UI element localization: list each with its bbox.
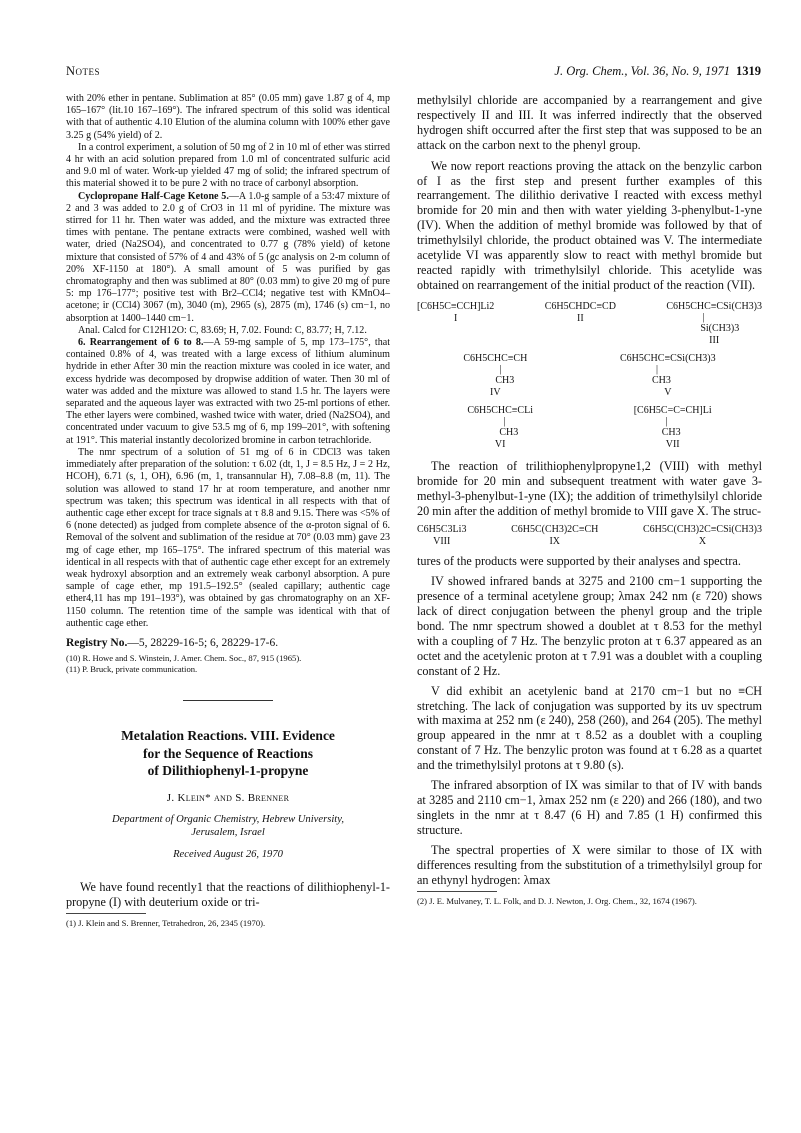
paragraph-body: —A 59-mg sample of 5, mp 173–175°, that contained 0.8% of 4, was treated with a large excess of lithium aluminum hydride in ether After 30 min the reaction mixture was cooled in ice water, and excess hydride was decomposed by dropwise addition of water. Then 30 ml of water was added and the mixture was allowed to stand 1.5 hr. The layers were separated and the aqueous layer was extracted with two 25-ml portions of ether. The ether layers were combined, washed twice with water, dried (Na2SO4), and concentrated under vacuum to give 53.5 mg of 6, mp 199–201°, with softening at 191°. This material instantly decolorized bromine in carbon tetrachloride. xyxy=(66,337,390,446)
paragraph: The reaction of trilithiophenylpropyne1,2 (VIII) with methyl bromide for 20 min and subsequent treatment with water gave 3-methyl-3-phenylbut-1-yne (IX); the addition of trimethylsilyl chloride 20 min after the addition of methyl bromide to VIII gave X. The struc- xyxy=(417,458,762,518)
compound-label: IX xyxy=(549,536,560,548)
article-title xyxy=(66,727,390,780)
registry-label: Registry No. xyxy=(66,636,128,649)
authors: J. Klein* and S. Brenner xyxy=(166,791,290,804)
paragraph: We have found recently1 that the reactions of dilithiophenyl-1-propyne (I) with deuterium oxide or tri- xyxy=(66,879,390,909)
structure-III: C6H5CHC≡CSi(CH3)3 | Si(CH3)3 III xyxy=(666,300,762,346)
left-column xyxy=(66,93,390,929)
substituent: Si(CH3)3 xyxy=(700,322,740,334)
footnote-divider xyxy=(417,891,497,892)
compound-label: VI xyxy=(494,438,506,450)
structure-block-1 xyxy=(417,301,762,451)
paragraph-heading: Cyclopropane Half-Cage Ketone 5. xyxy=(78,190,229,202)
experimental-text xyxy=(66,93,390,630)
compound-label: V xyxy=(664,386,672,398)
structure-VI: C6H5CHC≡CLi | CH3 VI xyxy=(467,404,533,450)
footnote: (2) J. E. Mulvaney, T. L. Folk, and D. J. Newton, J. Org. Chem., 32, 1674 (1967). xyxy=(417,896,697,907)
structure-I xyxy=(417,301,494,347)
footnote-divider xyxy=(66,913,146,914)
formula: C6H5CHC≡CLi xyxy=(467,404,533,416)
affiliation xyxy=(66,813,390,839)
compound-label: IV xyxy=(490,386,501,398)
paragraph: The spectral properties of X were similar to those of IX with differences resulting from the substitution of a trimethylsilyl group for an ethynyl hydrogen: λmax xyxy=(417,842,762,887)
section-divider xyxy=(183,700,273,701)
journal-citation xyxy=(554,64,761,79)
affiliation-line: Jerusalem, Israel xyxy=(191,826,265,838)
paragraph: with 20% ether in pentane. Sublimation at 85° (0.05 mm) gave 1.87 g of 4, mp 165–167° (lit.10 167–169°). The infrared spectrum of this solid was identical with that of authentic 4.10 Elution of the alumina column with 100% ether gave 3.25 g (54% yield) of 2. xyxy=(66,93,390,141)
body-text xyxy=(417,554,762,887)
structure-row xyxy=(417,405,762,451)
formula: C6H5CHDC≡CD xyxy=(544,300,616,312)
structure-VII: [C6H5C=C=CH]Li | CH3 VII xyxy=(633,404,712,450)
formula: [C6H5C=C=CH]Li xyxy=(633,404,712,416)
paragraph-body: —A 1.0-g sample of a 53:47 mixture of 2 and 3 was added to 2.0 g of CrO3 in 11 ml of pyridine. The mixture was stirred for 11 hr. Then water was added, and the mixture was extracted three times with pentane. The pentane extracts were combined, washed well with water, dried (Na2SO4), and concentrated to 0.77 g (78% yield) of ketone mixture that consisted of 57% of 4 and 43% of 5 (gc analysis on 2-m column of 20% XF-1150 at 180°). A small amount of 5 was purified by gas chromatography and then was sublimed at 80° (0.03 mm) to give 20 mg of pure 5: mp 176–177°; positive test with Br2–CCl4; negative test with KMnO4–acetone; ir (CCl4) 3067 (m), 3040 (m), 2965 (s), 2875 (m), 1746 (s) cm−1, no absorption at 1400–1440 cm−1. xyxy=(66,190,390,324)
compound-label: II xyxy=(576,312,584,324)
paragraph: Anal. Calcd for C12H12O: C, 83.69; H, 7.02. Found: C, 83.77; H, 7.12. xyxy=(78,324,367,336)
paragraph-heading: 6. Rearrangement of 6 to 8. xyxy=(78,337,204,349)
structure-VIII xyxy=(417,524,466,548)
registry-numbers xyxy=(66,637,390,649)
paragraph: IV showed infrared bands at 3275 and 2100 cm−1 supporting the presence of a terminal acetylene group; λmax 242 nm (ε 720) shows lack of direct conjugation between the phenyl group and the triple bond. The nmr spectrum showed a doublet at τ 8.53 for the methyl with a coupling of 7 Hz. The benzylic proton at τ 6.37 appeared as an octet and the acetylenic proton at τ 7.91 was a doublet with a coupling constant of 2 Hz. xyxy=(417,574,762,678)
paragraph: methylsilyl chloride are accompanied by a rearrangement and give respectively II and III. It was inferred indirectly that the observed hydrogen shift occurred after the first step that was supposed to be an attack on the carbon next to the phenyl group. xyxy=(417,93,762,152)
page-header xyxy=(66,64,761,82)
formula: [C6H5C≡CCH]Li2 xyxy=(417,300,495,312)
substituent: CH3 xyxy=(495,374,515,386)
journal-name: J. Org. Chem., Vol. 36, No. 9, 1971 xyxy=(554,64,730,78)
title-line: Metalation Reactions. VIII. Evidence xyxy=(121,728,335,744)
paragraph: V did exhibit an acetylenic band at 2170 cm−1 but no ≡CH stretching. The lack of conjugation was supported by its uv spectrum with maxima at 252 nm (ε 240), 258 (260), and 264 (205). The methyl group appeared in the nmr at τ 8.52 as a doublet with a coupling constant of 7 Hz. The benzylic proton was found at τ 6.28 as a quartet and the trimethylsilyl protons at τ 9.80 (s). xyxy=(417,683,762,773)
formula: C6H5C3Li3 xyxy=(417,524,467,536)
formula: C6H5CHC≡CSi(CH3)3 xyxy=(666,300,762,312)
paragraph xyxy=(66,191,390,325)
formula: C6H5CHC≡CSi(CH3)3 xyxy=(619,352,716,364)
formula: C6H5C(CH3)2C≡CH xyxy=(511,524,599,536)
structure-row xyxy=(417,524,762,548)
paragraph: We now report reactions proving the attack on the benzylic carbon of I as the first step and present further examples of this rearrangement. The dilithio derivative I reacted with excess methyl bromide for 20 min and then with water yielding 3-phenylbut-1-yne (IV). When the addition of methyl bromide was followed by that of trimethylsilyl chloride, the product obtained was V. The intermediate acetylide VI was apparently slow to react with methyl bromide but reacted rapidly with trimethylsilyl chloride. This acetylide was obtained on rearrangement of the initial product of the reaction (VII). xyxy=(417,158,762,292)
body-text xyxy=(417,93,762,293)
structure-IX xyxy=(511,524,598,548)
substituent: CH3 xyxy=(661,426,681,438)
structure-row xyxy=(417,353,762,399)
paragraph: In a control experiment, a solution of 50 mg of 2 in 10 ml of ether was stirred 4 hr with an acid solution prepared from 1.0 ml of concentrated sulfuric acid and 9.0 ml of water. Work-up yielded 47 mg of solid; the infrared spectrum of this material showed it to be pure 2 with no trace of carbonyl absorption. xyxy=(66,141,390,190)
paragraph: The nmr spectrum of a solution of 51 mg of 6 in CDCl3 was taken immediately after preparation of the solution: τ 6.02 (dt, 1, J = 8.5 Hz, J = 2 Hz, HCOH), 6.71 (s, 1, OH), 6.96 (m, 1, transannular H), 7.08–8.8 (m, 11). The solution was allowed to stand 17 hr at room temperature, and another nmr spectrum was taken; this spectrum was identical in all respects with that of authentic cage ether except for trace signals at τ 8.8 and 9.15. There was <5% of 6 (none detected) as judged from complete absence of the α-proton signal of 6. Removal of the solvent and sublimation of the residue at 70° (0.03 mm) gave 23 mg of cage ether, mp 165–175°. The infrared spectrum of this material was identical in all respects with that of authentic cage ether except for an extremely weak hydroxyl absorption and an extremely weak carbonyl absorption. A pure sample of cage ether, mp 191.5–192.5° (sealed capillary; authentic cage ether4,11 has mp 191–193°), was obtained by gas chromatography on an XF-1150 column. The retention time of the sample was identical with that of authentic cage ether. xyxy=(66,446,390,629)
structure-II xyxy=(545,301,616,347)
formula: C6H5CHC≡CH xyxy=(463,352,528,364)
paragraph xyxy=(66,337,390,447)
compound-label: VIII xyxy=(433,536,451,548)
substituent: CH3 xyxy=(499,426,519,438)
received-date: Received August 26, 1970 xyxy=(173,848,283,860)
compound-label: VII xyxy=(665,438,680,450)
section-label: Notes xyxy=(66,64,101,78)
footnote: (1) J. Klein and S. Brenner, Tetrahedron, 26, 2345 (1970). xyxy=(66,918,266,929)
structure-X xyxy=(643,524,762,548)
structure-block-2 xyxy=(417,524,762,548)
footnote: (10) R. Howe and S. Winstein, J. Amer. Chem. Soc., 87, 915 (1965). xyxy=(66,652,302,663)
intro-text xyxy=(66,880,390,910)
footnote: (11) P. Bruck, private communication. xyxy=(66,663,198,674)
compound-label: X xyxy=(698,536,707,548)
right-column xyxy=(417,93,762,907)
structure-V: C6H5CHC≡CSi(CH3)3 | CH3 V xyxy=(619,352,716,398)
body-text xyxy=(417,459,762,519)
compound-label: III xyxy=(709,334,720,346)
structure-row xyxy=(417,301,762,347)
registry-values: —5, 28229-16-5; 6, 28229-17-6. xyxy=(127,636,279,649)
paragraph: The infrared absorption of IX was similar to that of IV with bands at 3285 and 2110 cm−1, λmax 252 nm (ε 220) and 266 (180), and two singlets in the nmr at τ 8.47 (6 H) and 7.85 (1 H) confirmed this structure. xyxy=(417,778,762,837)
title-line: of Dilithiophenyl-1-propyne xyxy=(147,763,309,779)
title-line: for the Sequence of Reactions xyxy=(143,745,313,761)
compound-label: I xyxy=(453,312,458,324)
affiliation-line: Department of Organic Chemistry, Hebrew University, xyxy=(112,813,344,825)
substituent: CH3 xyxy=(651,374,671,386)
paragraph: tures of the products were supported by their analyses and spectra. xyxy=(417,554,741,569)
structure-IV: C6H5CHC≡CH | CH3 IV xyxy=(463,352,528,398)
page-number: 1319 xyxy=(736,64,761,78)
formula: C6H5C(CH3)2C≡CSi(CH3)3 xyxy=(643,524,762,536)
